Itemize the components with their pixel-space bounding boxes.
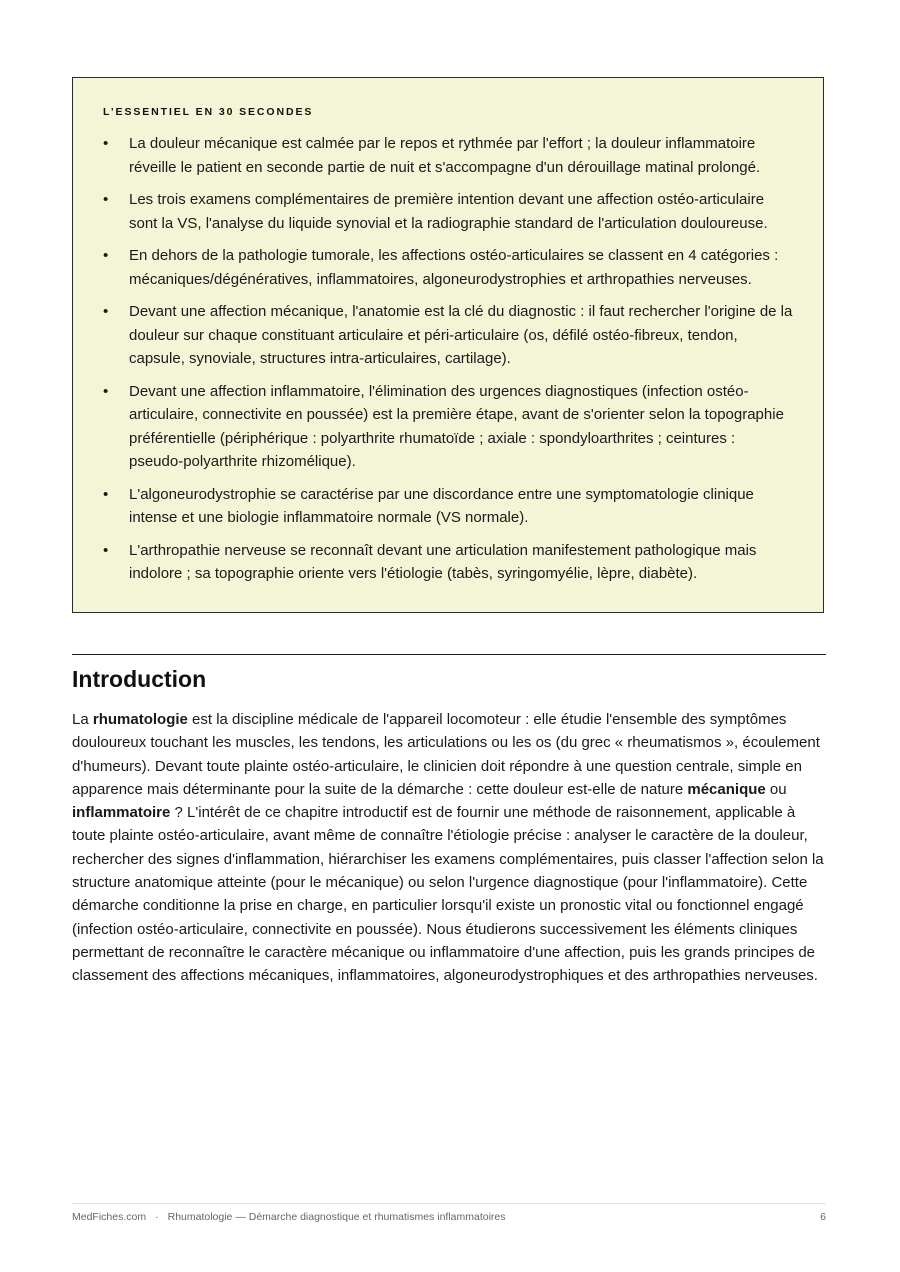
intro-bold-term: rhumatologie [92, 711, 188, 728]
key-point-1 [103, 132, 793, 179]
bullet-icon: • [103, 247, 109, 264]
key-point-text: En dehors de la pathologie tumorale, les affections ostéo-articulaires se classent en 4 catégories : mécaniques/dégénératives, inflammatoires, algoneurodystrophies et arthropathies nerveuses. [129, 247, 779, 288]
bullet-icon: • [103, 485, 109, 503]
footer-separator: · [155, 1211, 159, 1223]
intro-text: est la discipline médicale de l'appareil locomoteur : elle étudie l'ensemble des symptômes douloureux touchant les muscles, les tendons, les articulations ou les os (du grec « rheumatismos », écoulement d'humeurs). Devant toute plainte ostéo-articulaire, le clinicien doit répondre à une question centrale, simple en apparence mais déterminante pour la suite de la démarche : cette douleur est-elle de nature [72, 711, 820, 798]
key-points-title: L’ESSENTIEL EN 30 SECONDES [103, 106, 314, 118]
footer-document-title: Rhumatologie — Démarche diagnostique et rhumatismes inflammatoires [167, 1211, 506, 1223]
key-point-text: L'arthropathie nerveuse se reconnaît devant une articulation manifestement pathologique mais indolore ; sa topographie oriente vers l'étiologie (tabès, syringomyélie, lèpre, diabète). [129, 541, 757, 582]
intro-text: La [72, 711, 93, 728]
intro-bold-term: mécanique [687, 780, 766, 798]
intro-text: ou [765, 780, 787, 798]
key-point-7 [103, 539, 793, 586]
key-point-3 [103, 244, 793, 291]
bullet-icon: • [103, 541, 109, 559]
key-points-list [103, 132, 793, 586]
page-number: 6 [820, 1211, 826, 1223]
key-point-4 [103, 300, 793, 371]
key-point-text: Devant une affection inflammatoire, l'élimination des urgences diagnostiques (infection ostéo-articulaire, connectivite en poussée) est la première étape, avant de s'orienter selon la topographie préférentielle (périphérique : polyarthrite rhumatoïde ; axiale : spondyloarthrites ; ceintures : pseudo-polyarthrite rhizomélique). [129, 382, 784, 470]
section-divider [72, 654, 826, 655]
key-point-5 [103, 380, 793, 474]
section-title-introduction: Introduction [72, 666, 207, 692]
bullet-icon: • [103, 382, 109, 400]
intro-bold-term: inflammatoire [72, 804, 171, 822]
footer-site-name: MedFiches.com [72, 1211, 147, 1223]
footer-divider [72, 1203, 826, 1204]
key-point-text: Les trois examens complémentaires de première intention devant une affection ostéo-articulaire sont la VS, l'analyse du liquide synovial et la radiographie standard de l'articulation douloureuse. [129, 191, 768, 232]
bullet-icon: • [103, 135, 109, 152]
key-point-2 [103, 188, 793, 235]
key-point-text: L'algoneurodystrophie se caractérise par une discordance entre une symptomatologie clinique intense et une biologie inflammatoire normale (VS normale). [129, 485, 754, 526]
key-point-6 [103, 483, 793, 530]
key-points-box [72, 77, 824, 613]
key-point-text: La douleur mécanique est calmée par le repos et rythmée par l'effort ; la douleur inflammatoire réveille le patient en seconde partie de nuit et s'accompagne d'un dérouillage matinal prolongé. [129, 135, 761, 176]
introduction-paragraph [72, 708, 832, 988]
key-point-text: Devant une affection mécanique, l'anatomie est la clé du diagnostic : il faut rechercher l'origine de la douleur sur chaque constituant articulaire et péri-articulaire (os, défilé ostéo-fibreux, tendon, capsule, synoviale, structures intra-articulaires, cartilage). [129, 303, 793, 367]
intro-text: ? L'intérêt de ce chapitre introductif est de fournir une méthode de raisonnement, applicable à toute plainte ostéo-articulaire, avant même de connaître l'étiologie précise : analyser le caractère de la douleur, rechercher des signes d'inflammation, hiérarchiser les examens complémentaires, puis classer l'affection selon la structure anatomique atteinte (pour le mécanique) ou selon l'urgence diagnostique (pour l'inflammatoire). Cette démarche conditionne la prise en charge, en particulier lorsqu'il existe un pronostic vital ou fonctionnel engagé (infection ostéo-articulaire, connectivite en poussée). Nous étudierons successivement les éléments cliniques permettant de reconnaître le caractère mécanique ou inflammatoire d'une affection, puis les grands principes de classement des affections mécaniques, inflammatoires, algoneurodystrophiques et des arthropathies nerveuses. [72, 804, 824, 985]
bullet-icon: • [103, 303, 109, 320]
page-footer [72, 1211, 826, 1223]
bullet-icon: • [103, 191, 109, 208]
